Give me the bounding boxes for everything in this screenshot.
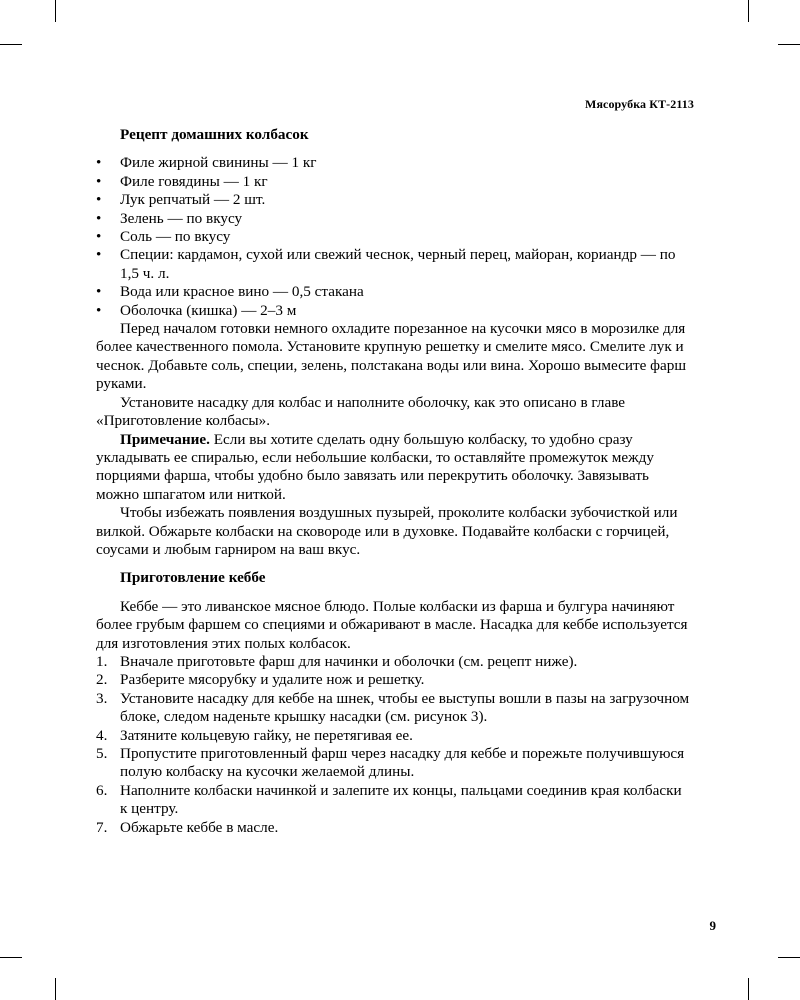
page-number: 9 [709, 918, 716, 933]
crop-mark [55, 0, 56, 22]
list-item: 4. Затяните кольцевую гайку, не перетягивая ее. [96, 726, 413, 744]
crop-mark [748, 0, 749, 22]
running-header: Мясорубка КТ-2113 [585, 97, 694, 111]
list-item: • Филе жирной свинины — 1 кг [96, 154, 317, 172]
recipe-paragraph: Установите насадку для колбас и наполните оболочку, как это описано в главе «Приготовление колбасы». [96, 393, 626, 430]
recipe-paragraph: Перед началом готовки немного охладите порезанное на кусочки мясо в морозилке для более качественного помола. Установите крупную решетку и смелите мясо. Смелите лук и чеснок. Добавьте соль, специи, зелень, полстакана воды или вина. Хорошо вымесите фарш руками. [96, 320, 687, 393]
list-item: • Зелень — по вкусу [96, 209, 243, 227]
recipe-paragraph: Чтобы избежать появления воздушных пузырей, проколите колбаски зубочисткой или вилкой. Обжарьте колбаски на сковороде или в духовке. Подавайте колбаски с горчицей, соусами и любым гарниром на ваш вкус. [96, 504, 678, 558]
crop-mark [55, 978, 56, 1000]
crop-mark [778, 44, 800, 45]
crop-mark [778, 957, 800, 958]
list-item: • Вода или красное вино — 0,5 стакана [96, 283, 364, 301]
note-text: Если вы хотите сделать одну большую колбаску, то удобно сразу укладывать ее спиралью, если небольшие колбаски, то оставляйте промежуток между порциями фарша, чтобы удобно было завязать или перекрутить оболочку. Завязывать можно шпагатом или ниткой. [96, 430, 654, 503]
kebbe-title: Приготовление кеббе [120, 569, 266, 587]
list-item: 5. Пропустите приготовленный фарш через насадку для кеббе и порежьте получившуюся полую колбаску на кусочки желаемой длины. [96, 745, 685, 781]
list-item: • Филе говядины — 1 кг [96, 172, 268, 190]
ingredient-list [96, 154, 690, 320]
list-item: • Соль — по вкусу [96, 228, 231, 246]
list-item: • Оболочка (кишка) — 2–3 м [96, 301, 297, 319]
list-item: • Лук репчатый — 2 шт. [96, 191, 266, 209]
kebbe-steps [96, 653, 690, 837]
recipe-note [96, 431, 690, 505]
page-content [96, 126, 690, 837]
list-item: 6. Наполните колбаски начинкой и залепите их концы, пальцами соединив края колбаски к центру. [96, 781, 682, 818]
list-item: 7. Обжарьте кеббе в масле. [96, 818, 279, 836]
crop-mark [0, 957, 22, 958]
list-item: 3. Установите насадку для кеббе на шнек, чтобы ее выступы вошли в пазы на загрузочном блоке, следом наденьте крышку насадки (см. рисунок 3). [96, 689, 690, 726]
list-item: 1. Вначале приготовьте фарш для начинки и оболочки (см. рецепт ниже). [96, 652, 578, 670]
crop-mark [748, 978, 749, 1000]
note-label: Примечание. [120, 430, 210, 448]
crop-mark [0, 44, 22, 45]
list-item: • Специи: кардамон, сухой или свежий чеснок, черный перец, майоран, кориандр — по 1,5 ч. л. [96, 246, 676, 282]
recipe-title: Рецепт домашних колбасок [120, 126, 309, 143]
kebbe-intro: Кеббе — это ливанское мясное блюдо. Полые колбаски из фарша и булгура начиняют более грубым фаршем со специями и обжаривают в масле. Насадка для кеббе используется для изготовления этих полых колбасок. [96, 597, 688, 652]
list-item: 2. Разберите мясорубку и удалите нож и решетку. [96, 671, 425, 689]
